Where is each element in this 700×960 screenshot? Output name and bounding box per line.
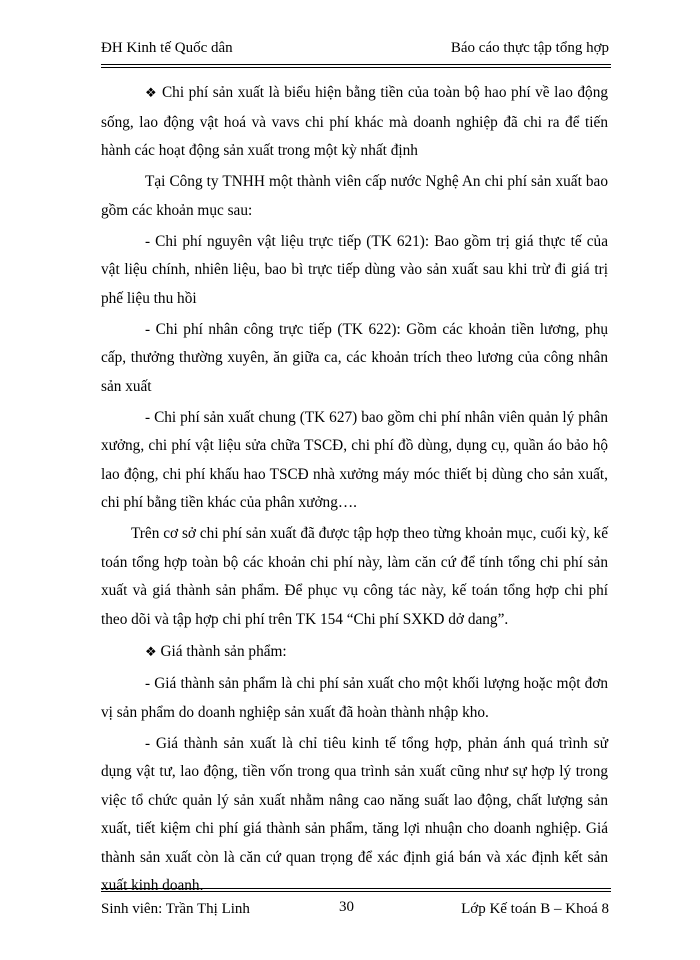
paragraph-manufacturing-overhead: - Chi phí sản xuất chung (TK 627) bao gồm chi phí nhân viên quản lý phân xưởng, chi phí vật liệu sửa chữa TSCĐ, chi phí đồ dùng, dụng cụ, quần áo bảo hộ lao động, chi phí khấu hao TSCĐ nhà xưởng máy móc thiết bị dùng cho sản xuất, chi phí bằng tiền khác của phân xưởng…. — [101, 408, 608, 511]
paragraph-cost-aggregation: Trên cơ sở chi phí sản xuất đã được tập hợp theo từng khoản mục, cuối kỳ, kế toán tổng hợp toàn bộ các khoản chi phí này, làm căn cứ để tính tổng chi phí sản xuất và giá thành sản phẩm. Để phục vụ công tác này, kế toán tổng hợp chi phí theo dõi và tập hợp chi phí trên TK 154 “Chi phí SXKD dở dang”. — [101, 525, 608, 628]
paragraph-production-cost-definition — [101, 79, 608, 166]
paragraph-direct-materials: - Chi phí nguyên vật liệu trực tiếp (TK 621): Bao gồm trị giá thực tế của vật liệu chính, nhiên liệu, bao bì trực tiếp dùng vào sản xuất sau khi trừ đi giá trị phế liệu thu hồi — [101, 232, 608, 307]
footer-class: Lớp Kế toán B – Khoá 8 — [461, 901, 609, 917]
paragraph-company-cost-items: Tại Công ty TNHH một thành viên cấp nước Nghệ An chi phí sản xuất bao gồm các khoản mục sau: — [101, 173, 608, 219]
paragraph-text: Chi phí sản xuất là biểu hiện bằng tiền của toàn bộ hao phí về lao động sống, lao động vật hoá và vavs chi phí khác mà doanh nghiệp đã chi ra để tiến hành các hoạt động sản xuất trong một kỳ nhất định — [101, 84, 609, 159]
header-university: ĐH Kinh tế Quốc dân — [101, 40, 233, 56]
paragraph-text: Giá thành sản phẩm: — [160, 643, 287, 660]
diamond-bullet-icon: ❖ — [145, 86, 158, 101]
paragraph-product-cost-heading — [101, 638, 608, 668]
paragraph-product-cost-definition: - Giá thành sản phẩm là chi phí sản xuất cho một khối lượng hoặc một đơn vị sản phẩm do doanh nghiệp sản xuất đã hoàn thành nhập kho. — [101, 675, 608, 721]
page-header — [101, 38, 609, 60]
footer-divider — [101, 888, 611, 892]
page-footer — [101, 899, 609, 923]
page-body — [101, 79, 608, 901]
diamond-bullet-icon: ❖ — [145, 645, 157, 660]
header-divider — [101, 64, 611, 68]
header-report-title: Báo cáo thực tập tổng hợp — [450, 40, 609, 56]
paragraph-production-cost-indicator: - Giá thành sản xuất là chỉ tiêu kinh tế tổng hợp, phản ánh quá trình sử dụng vật tư, lao động, tiền vốn trong qua trình sản xuất cũng như sự hợp lý trong việc tổ chức quản lý sản xuất nhằm nâng cao năng suất lao động, chất lượng sản xuất, tiết kiệm chi phí giá thành sản phẩm, tăng lợi nhuận cho doanh nghiệp. Giá thành sản xuất còn là căn cứ quan trọng để xác định giá bán và xác định kết sản xuất kinh doanh. — [101, 734, 608, 894]
page-number: 30 — [339, 899, 354, 915]
footer-student-name: Sinh viên: Trần Thị Linh — [101, 901, 250, 917]
paragraph-direct-labor: - Chi phí nhân công trực tiếp (TK 622): Gồm các khoản tiền lương, phụ cấp, thưởng thường xuyên, ăn giữa ca, các khoản trích theo lương của công nhân sản xuất — [101, 320, 608, 395]
